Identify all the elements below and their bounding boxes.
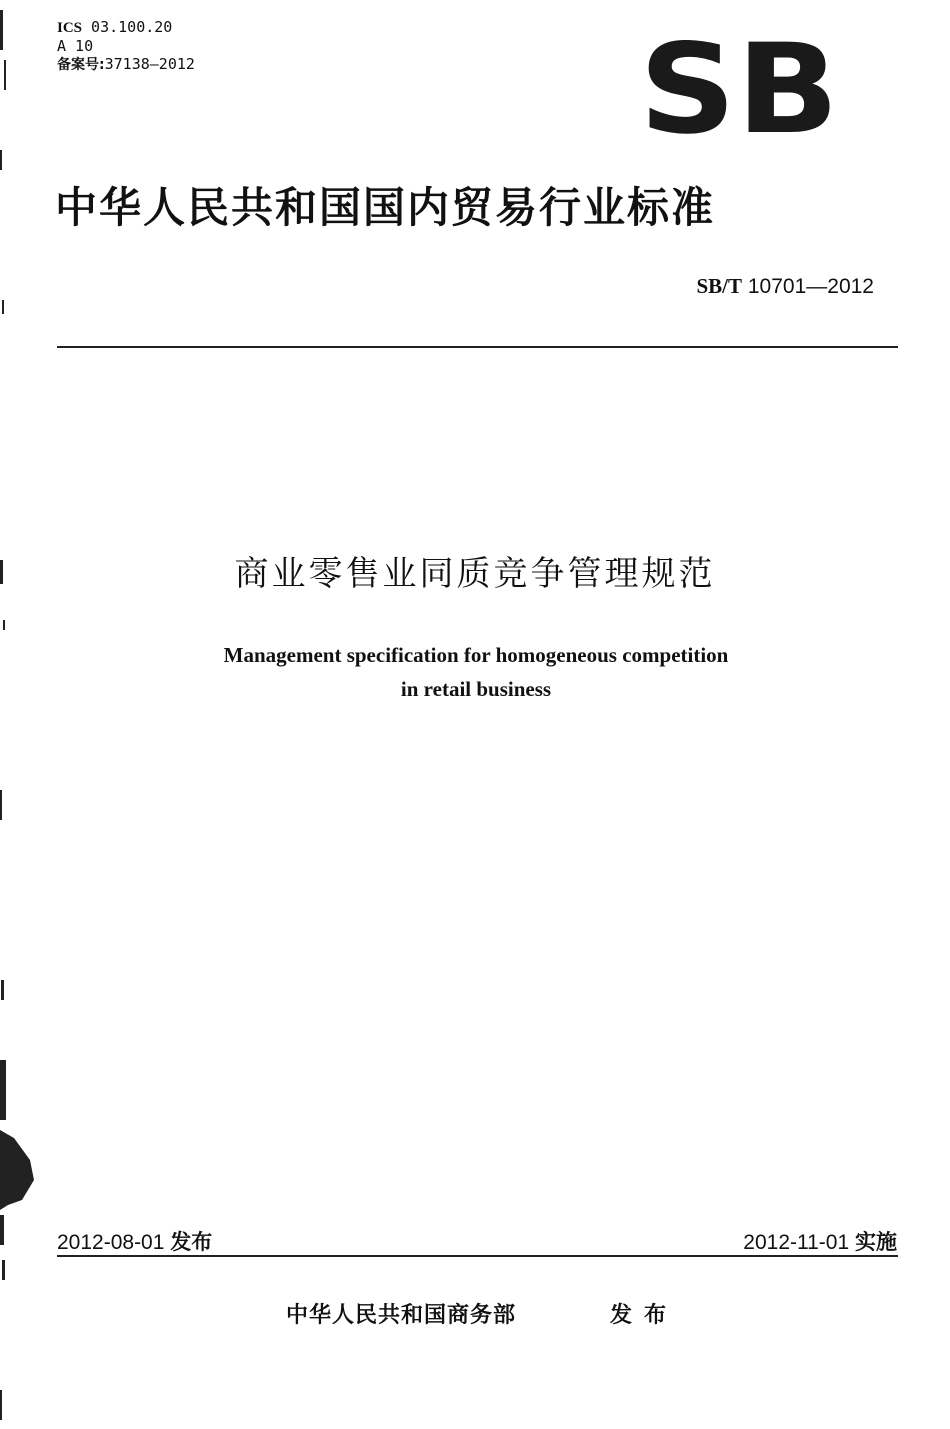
footer-divider — [57, 1255, 898, 1257]
sb-logo-text: SB — [639, 40, 839, 138]
standard-number-value: 10701—2012 — [747, 275, 874, 298]
record-line — [57, 55, 195, 74]
ics-code: 03.100.20 — [91, 18, 173, 36]
scan-edge-artifact — [0, 0, 40, 1429]
record-label: 备案号 — [57, 57, 99, 73]
issue-label: 发布 — [610, 1303, 679, 1328]
effective-date — [743, 1226, 897, 1256]
english-title-line-2: in retail business — [400, 677, 552, 701]
effective-date-value: 2012-11-01 — [743, 1231, 850, 1254]
standard-number — [697, 274, 875, 299]
sb-logo — [638, 40, 840, 138]
publish-date-label: 发布 — [170, 1230, 213, 1254]
publish-date-value: 2012-08-01 — [57, 1231, 165, 1254]
header-divider — [57, 346, 898, 348]
document-title-chinese: 商业零售业同质竞争管理规范 — [234, 554, 716, 594]
record-colon: : — [99, 57, 105, 73]
effective-date-label: 实施 — [855, 1230, 897, 1254]
issuing-authority: 中华人民共和国商务部 — [286, 1303, 517, 1328]
classification-codes — [57, 18, 195, 74]
ccs-code: A 10 — [57, 37, 94, 55]
english-title-line-1: Management specification for homogeneous competition — [223, 643, 729, 667]
ccs-line — [57, 37, 195, 55]
record-number: 37138—2012 — [104, 55, 195, 73]
standard-number-prefix: SB/T — [696, 274, 743, 298]
document-title-english — [0, 638, 950, 706]
ics-line — [57, 18, 195, 37]
ics-label: ICS — [57, 20, 83, 36]
standard-category-title: 中华人民共和国国内贸易行业标准 — [55, 183, 716, 232]
publish-date — [57, 1226, 212, 1256]
